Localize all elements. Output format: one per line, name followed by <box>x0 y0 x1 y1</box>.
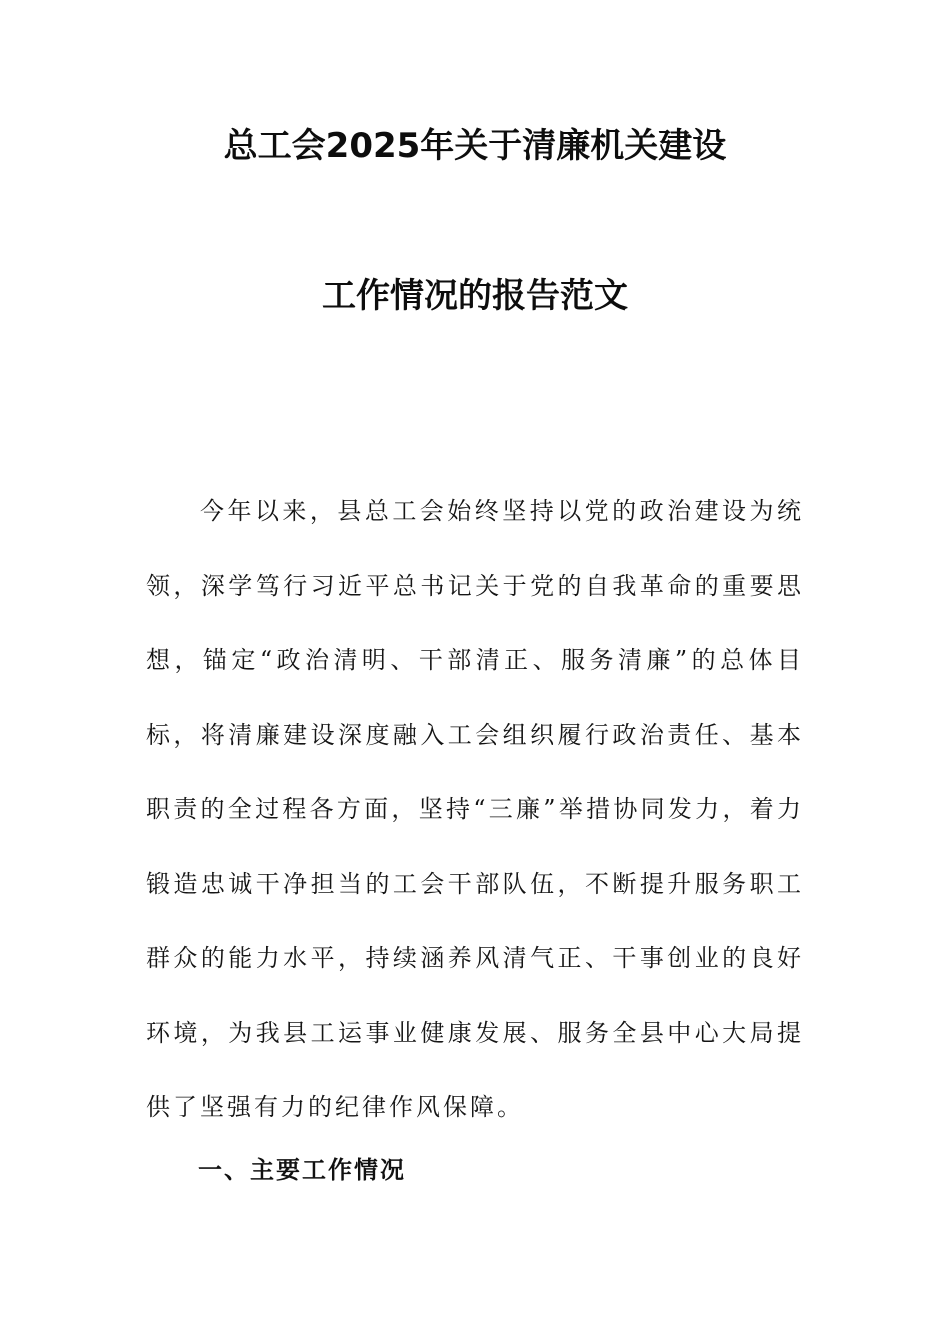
document-title-line-1: 总工会2025年关于清廉机关建设 <box>223 126 727 166</box>
document-title-line-2: 工作情况的报告范文 <box>322 276 628 316</box>
intro-paragraph: 今年以来，县总工会始终坚持以党的政治建设为统领，深学笃行习近平总书记关于党的自我革命的重要思想，锚定“政治清明、干部清正、服务清廉”的总体目标，将清廉建设深度融入工会组织履行政治责任、基本职责的全过程各方面，坚持“三廉”举措协同发力，着力锻造忠诚干净担当的工会干部队伍，不断提升服务职工群众的能力水平，持续涵养风清气正、干事创业的良好环境，为我县工运事业健康发展、服务全县中心大局提供了坚强有力的纪律作风保障。 <box>146 497 804 1121</box>
section-heading: 一、主要工作情况 <box>198 1156 406 1184</box>
